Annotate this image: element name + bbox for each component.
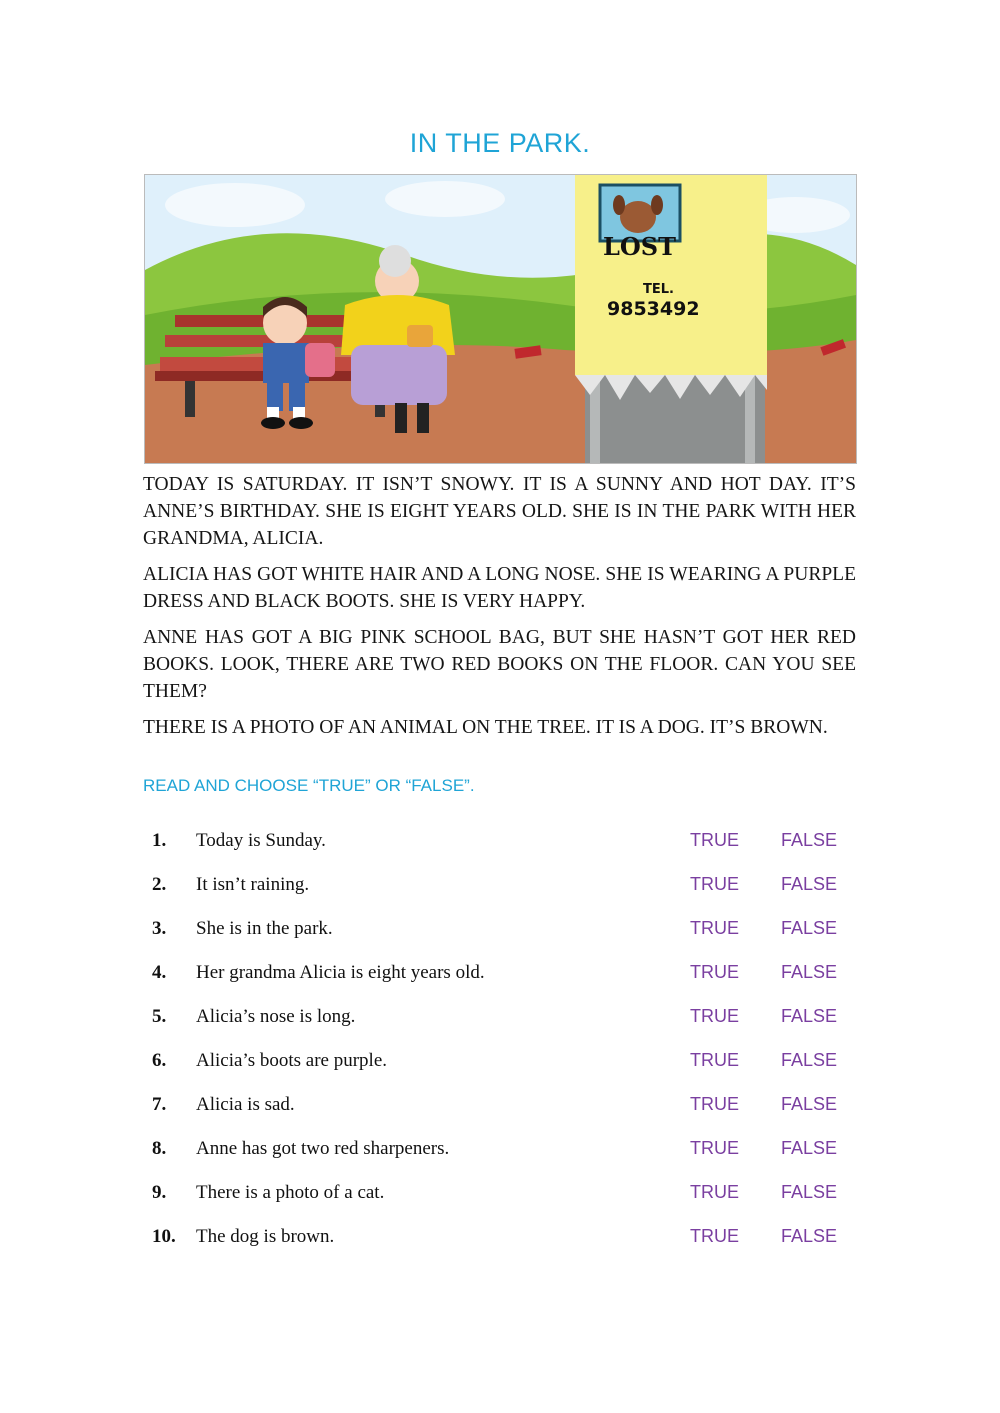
true-option[interactable]: TRUE [690, 962, 739, 982]
question-number: 9. [152, 1182, 167, 1203]
question-number: 4. [152, 962, 167, 983]
question-number: 5. [152, 1006, 167, 1027]
question-row [0, 1172, 1000, 1212]
question-row [0, 1040, 1000, 1080]
instruction-heading: READ AND CHOOSE “TRUE” OR “FALSE”. [143, 776, 475, 795]
park-illustration [144, 174, 857, 464]
question-number: 1. [152, 830, 167, 851]
reading-paragraph: TODAY IS SATURDAY. IT ISN’T SNOWY. IT IS A SUNNY AND HOT DAY. IT’S ANNE’S BIRTHDAY. SHE IS EIGHT YEARS OLD. SHE IS IN THE PARK WITH HER GRANDMA, ALICIA. [143, 474, 856, 549]
question-text: It isn’t raining. [196, 874, 310, 895]
question-text: Anne has got two red sharpeners. [196, 1138, 450, 1159]
reading-paragraph: ALICIA HAS GOT WHITE HAIR AND A LONG NOSE. SHE IS WEARING A PURPLE DRESS AND BLACK BOOTS. SHE IS VERY HAPPY. [143, 564, 856, 612]
question-row [0, 952, 1000, 992]
true-option[interactable]: TRUE [690, 1138, 739, 1158]
true-option[interactable]: TRUE [690, 1182, 739, 1202]
question-text: Alicia’s boots are purple. [196, 1050, 388, 1071]
false-option[interactable]: FALSE [781, 1094, 838, 1114]
false-option[interactable]: FALSE [781, 830, 838, 850]
true-option[interactable]: TRUE [690, 1226, 739, 1246]
question-text: Alicia is sad. [196, 1094, 295, 1115]
reading-paragraph: THERE IS A PHOTO OF AN ANIMAL ON THE TREE. IT IS A DOG. IT’S BROWN. [143, 717, 828, 738]
false-option[interactable]: FALSE [781, 1050, 838, 1070]
false-option[interactable]: FALSE [781, 962, 838, 982]
false-option[interactable]: FALSE [781, 1006, 838, 1026]
reading-paragraph: ANNE HAS GOT A BIG PINK SCHOOL BAG, BUT SHE HASN’T GOT HER RED BOOKS. LOOK, THERE ARE TWO RED BOOKS ON THE FLOOR. CAN YOU SEE THEM? [143, 627, 856, 702]
true-option[interactable]: TRUE [690, 1006, 739, 1026]
question-row [0, 1084, 1000, 1124]
question-number: 6. [152, 1050, 167, 1071]
poster-heading: LOST [603, 232, 676, 261]
true-option[interactable]: TRUE [690, 1094, 739, 1114]
poster-tel-label: TEL. [643, 282, 674, 297]
question-row [0, 820, 1000, 860]
false-option[interactable]: FALSE [781, 874, 838, 894]
false-option[interactable]: FALSE [781, 1182, 838, 1202]
page-title: IN THE PARK. [409, 128, 591, 158]
false-option[interactable]: FALSE [781, 1138, 838, 1158]
question-number: 10. [152, 1226, 176, 1247]
reading-passage [143, 471, 856, 750]
question-row [0, 996, 1000, 1036]
question-number: 2. [152, 874, 167, 895]
question-row [0, 1216, 1000, 1256]
false-option[interactable]: FALSE [781, 1226, 838, 1246]
question-number: 7. [152, 1094, 167, 1115]
true-option[interactable]: TRUE [690, 874, 739, 894]
question-number: 8. [152, 1138, 167, 1159]
true-option[interactable]: TRUE [690, 1050, 739, 1070]
question-text: There is a photo of a cat. [196, 1182, 385, 1203]
question-text: Alicia’s nose is long. [196, 1006, 356, 1027]
question-text: She is in the park. [196, 918, 333, 939]
question-text: Today is Sunday. [196, 830, 326, 851]
question-row [0, 908, 1000, 948]
question-row [0, 1128, 1000, 1168]
true-option[interactable]: TRUE [690, 830, 739, 850]
question-text: Her grandma Alicia is eight years old. [196, 962, 485, 983]
question-number: 3. [152, 918, 167, 939]
question-row [0, 864, 1000, 904]
false-option[interactable]: FALSE [781, 918, 838, 938]
question-text: The dog is brown. [196, 1226, 335, 1247]
poster-phone: 9853492 [607, 298, 700, 320]
true-option[interactable]: TRUE [690, 918, 739, 938]
